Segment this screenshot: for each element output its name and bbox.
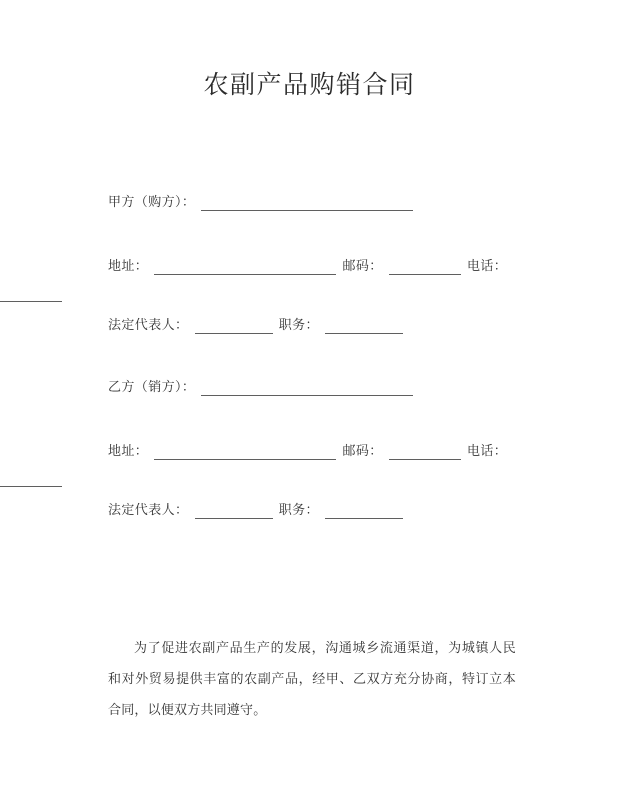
seller-representative-label: 法定代表人：	[108, 503, 189, 518]
buyer-address-label: 地址：	[108, 259, 149, 274]
page-title: 农副产品购销合同	[203, 70, 416, 99]
seller-phone-row	[0, 468, 619, 494]
buyer-representative-label: 法定代表人：	[108, 318, 189, 333]
seller-phone-input[interactable]	[0, 471, 62, 487]
buyer-address-row	[0, 250, 619, 283]
seller-party-label: 乙方（销方）：	[108, 380, 196, 395]
buyer-phone-label: 电话：	[466, 259, 508, 274]
buyer-job-title-input[interactable]	[325, 318, 403, 334]
seller-phone-label: 电话：	[466, 444, 508, 459]
seller-zip-input[interactable]	[389, 444, 461, 460]
buyer-representative-input[interactable]	[195, 318, 273, 334]
seller-representative-row	[0, 494, 619, 527]
seller-address-row	[0, 435, 619, 468]
seller-party-row	[0, 371, 619, 404]
contract-form	[0, 186, 619, 527]
seller-address-label: 地址：	[108, 444, 149, 459]
buyer-party-input[interactable]	[201, 195, 413, 211]
buyer-phone-row	[0, 283, 619, 309]
seller-job-title-input[interactable]	[325, 503, 403, 519]
buyer-party-label: 甲方（购方）：	[108, 195, 196, 210]
preamble-paragraph: 为了促进农副产品生产的发展，沟通城乡流通渠道，为城镇人民和对外贸易提供丰富的农副产品，经甲、乙双方充分协商，特订立本合同，以便双方共同遵守。	[108, 641, 516, 718]
seller-party-input[interactable]	[201, 380, 413, 396]
seller-representative-input[interactable]	[195, 503, 273, 519]
buyer-address-input[interactable]	[154, 259, 336, 275]
buyer-zip-input[interactable]	[389, 259, 461, 275]
seller-address-input[interactable]	[154, 444, 336, 460]
buyer-representative-row	[0, 309, 619, 342]
seller-zip-label: 邮码：	[342, 444, 383, 459]
buyer-job-title-label: 职务：	[278, 318, 319, 333]
buyer-phone-input[interactable]	[0, 286, 62, 302]
buyer-zip-label: 邮码：	[342, 259, 383, 274]
buyer-party-row	[0, 186, 619, 219]
seller-job-title-label: 职务：	[278, 503, 319, 518]
